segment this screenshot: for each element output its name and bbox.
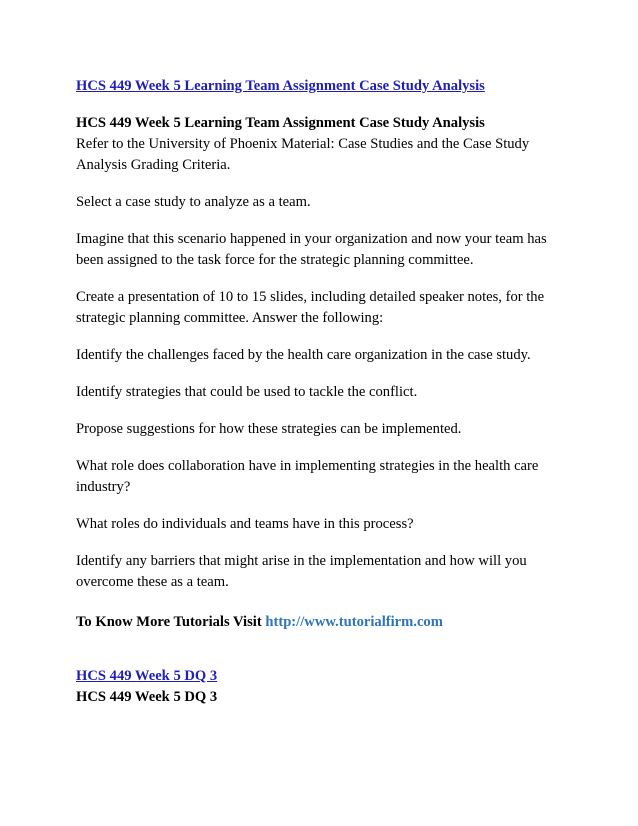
assignment-title-link[interactable]: HCS 449 Week 5 Learning Team Assignment Case Study Analysis [76,78,485,94]
intro-line-1: Refer to the University of Phoenix Material: Case Studies and the Case Study [76,136,530,152]
spacer [76,176,566,192]
spacer [76,329,566,345]
spacer [76,366,566,382]
paragraph-imagine-line-1: Imagine that this scenario happened in your organization and now your team has [76,231,547,247]
document-page [76,76,566,708]
paragraph-create-line-2: strategic planning committee. Answer the following: [76,310,384,326]
spacer [76,633,566,666]
assignment-heading: HCS 449 Week 5 Learning Team Assignment Case Study Analysis [76,115,485,131]
paragraph-imagine-line-2: been assigned to the task force for the strategic planning committee. [76,252,474,268]
paragraph-challenges: Identify the challenges faced by the health care organization in the case study. [76,347,531,363]
more-tutorials-line [76,612,566,633]
spacer [76,593,566,612]
spacer [76,403,566,419]
intro-line-2: Analysis Grading Criteria. [76,157,231,173]
paragraph-select-case: Select a case study to analyze as a team. [76,194,311,210]
spacer [76,97,566,113]
paragraph-barriers-line-1: Identify any barriers that might arise in the implementation and how will you [76,553,527,569]
spacer [76,440,566,456]
paragraph-collaboration-line-2: industry? [76,479,131,495]
spacer [76,213,566,229]
paragraph-roles: What roles do individuals and teams have in this process? [76,516,414,532]
tutorialfirm-link[interactable]: http://www.tutorialfirm.com [265,614,443,630]
dq3-heading: HCS 449 Week 5 DQ 3 [76,689,218,705]
spacer [76,535,566,551]
spacer [76,271,566,287]
paragraph-propose: Propose suggestions for how these strategies can be implemented. [76,421,462,437]
more-tutorials-label: To Know More Tutorials Visit [76,614,266,630]
paragraph-create-line-1: Create a presentation of 10 to 15 slides, including detailed speaker notes, for the [76,289,545,305]
dq3-title-link[interactable]: HCS 449 Week 5 DQ 3 [76,668,218,684]
spacer [76,498,566,514]
paragraph-barriers-line-2: overcome these as a team. [76,574,229,590]
paragraph-strategies: Identify strategies that could be used to tackle the conflict. [76,384,418,400]
paragraph-collaboration-line-1: What role does collaboration have in implementing strategies in the health care [76,458,539,474]
